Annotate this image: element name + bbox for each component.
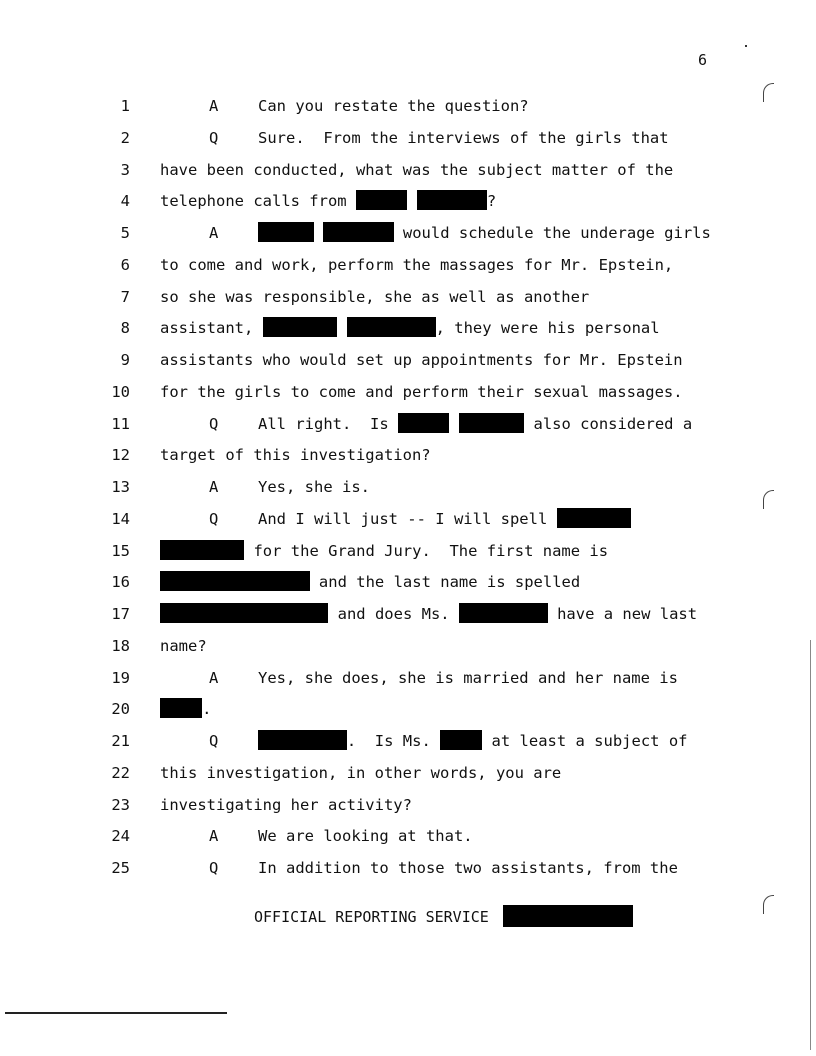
transcript-line [0,503,816,535]
speaker-label: Q [209,414,219,433]
transcript-line [0,90,816,122]
line-number: 3 [120,160,130,179]
text-segment: Yes, she does, she is married and her name is [258,668,678,687]
line-number: 15 [111,541,130,560]
line-number: 18 [111,636,130,655]
transcript-line [0,344,816,376]
line-text [160,154,673,186]
page-footer [254,905,633,927]
transcript-line [0,852,816,884]
margin-mark [763,895,774,914]
redaction-bar [459,603,548,623]
line-number: 25 [111,859,130,877]
text-segment: assistant, [160,319,263,338]
text-segment: this investigation, in other words, you are [160,763,562,782]
line-number: 12 [111,446,130,465]
text-segment: assistants who would set up appointments for Mr. Epstein [160,351,683,369]
transcript-line [0,471,816,503]
redaction-bar [459,413,524,433]
line-text [160,122,669,154]
scan-speck [745,45,747,47]
line-text [160,90,529,122]
footnote-rule [5,1012,227,1014]
transcript-line [0,154,816,186]
redaction-bar [347,317,436,337]
line-text [160,471,370,503]
transcript-line [0,535,816,567]
line-number: 8 [120,319,130,338]
line-text [160,185,496,217]
line-number: 23 [111,795,130,814]
text-segment: would schedule the underage girls [393,224,711,242]
speaker-label: A [209,668,219,687]
line-number: 2 [120,128,130,147]
line-number: 14 [111,509,130,528]
text-segment: for the girls to come and perform their sexual massages. [160,382,683,401]
text-segment: We are looking at that. [258,827,473,846]
redaction-bar [398,413,449,433]
text-segment: for the Grand Jury. The first name is [244,541,609,560]
line-number: 24 [111,827,130,846]
redaction-bar [258,730,347,750]
line-text [160,598,697,630]
text-segment: telephone calls from [160,192,356,211]
redaction-bar [323,222,393,242]
line-number: 11 [111,414,130,433]
speaker-label: A [209,827,219,846]
transcript-line [0,185,816,217]
line-text [160,852,678,884]
footer-text: OFFICIAL REPORTING SERVICE [254,908,489,926]
line-text [160,439,431,471]
line-text [160,408,692,440]
transcript-line [0,217,816,249]
line-number: 21 [111,732,130,750]
line-text [160,376,683,408]
text-segment [314,224,323,242]
transcript-line [0,598,816,630]
line-text [160,820,473,852]
speaker-label: A [209,478,219,496]
text-segment: Can you restate the question? [258,97,529,115]
transcript-line [0,693,816,725]
speaker-label: Q [209,732,219,750]
speaker-label: A [209,97,219,115]
line-number: 22 [111,763,130,782]
line-number: 17 [111,605,130,623]
text-segment: Yes, she is. [258,478,370,496]
line-text [160,503,631,535]
redaction-bar [160,540,244,560]
speaker-label: Q [209,859,219,877]
text-segment: have a new last [547,605,698,623]
text-segment: have been conducted, what was the subject matter of the [160,160,674,179]
line-text [160,281,589,313]
line-text [160,344,683,376]
transcript-line [0,439,816,471]
transcript-line [0,820,816,852]
transcript-line [0,789,816,821]
redaction-bar [557,508,632,528]
line-text [160,693,211,725]
line-number: 20 [111,700,130,719]
line-text [160,312,660,344]
transcript-line [0,725,816,757]
page-number: 6 [698,51,708,69]
line-text [160,662,678,694]
text-segment: In addition to those two assistants, from the [258,859,678,877]
text-segment: so she was responsible, she as well as another [160,287,590,306]
line-number: 1 [120,97,130,115]
line-number: 7 [120,287,130,306]
line-text [160,217,711,249]
transcript-line [0,122,816,154]
text-segment: and the last name is spelled [309,573,581,592]
text-segment: , they were his personal [435,319,660,338]
line-number: 19 [111,668,130,687]
text-segment: target of this investigation? [160,446,431,465]
text-segment [337,319,346,337]
transcript-line [0,408,816,440]
text-segment: And I will just -- I will spell [258,509,557,528]
line-number: 5 [120,224,130,242]
line-number: 13 [111,478,130,496]
transcript-line [0,757,816,789]
redaction-bar [160,698,202,718]
redaction-bar [417,190,487,210]
transcript-line [0,662,816,694]
transcript-line [0,630,816,662]
speaker-label: Q [209,509,219,528]
line-number: 6 [120,255,130,274]
line-text [160,757,561,789]
redaction-bar [160,603,328,623]
text-segment [449,415,458,433]
redaction-bar [258,222,314,242]
speaker-label: Q [209,128,219,147]
line-text [160,566,580,598]
line-text [160,725,688,757]
redaction-bar [503,905,633,927]
text-segment: All right. Is [258,414,398,433]
text-segment: name? [160,636,207,655]
text-segment: . Is Ms. [346,732,441,750]
transcript-line [0,376,816,408]
redaction-bar [263,317,338,337]
redaction-bar [160,571,310,591]
line-number: 10 [111,382,130,401]
transcript-line [0,249,816,281]
line-number: 9 [120,351,130,369]
line-text [160,789,412,821]
line-number: 16 [111,573,130,592]
transcript-line [0,281,816,313]
line-text [160,630,207,662]
line-text [160,535,608,567]
text-segment: Sure. From the interviews of the girls that [258,128,669,147]
text-segment: and does Ms. [328,605,459,623]
redaction-bar [440,730,482,750]
line-number: 4 [120,192,130,211]
line-text [160,249,673,281]
text-segment: at least a subject of [482,732,688,750]
text-segment: . [202,700,212,719]
speaker-label: A [209,224,219,242]
text-segment: to come and work, perform the massages for Mr. Epstein, [160,255,674,274]
text-segment: ? [486,192,497,211]
transcript-line [0,566,816,598]
transcript-line [0,312,816,344]
text-segment [407,192,416,210]
redaction-bar [356,190,407,210]
text-segment: also considered a [524,414,693,433]
text-segment: investigating her activity? [160,795,412,814]
